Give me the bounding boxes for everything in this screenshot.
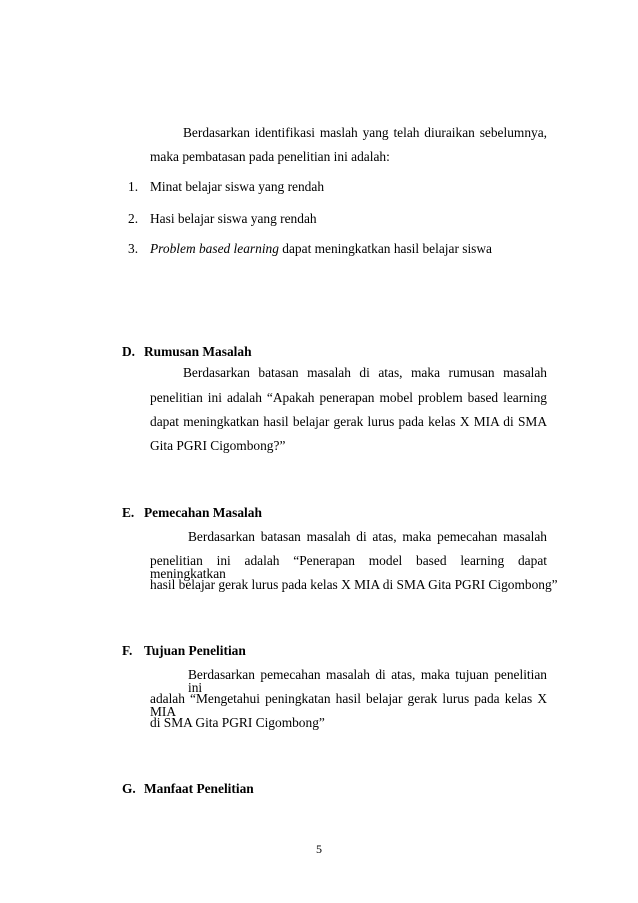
- section-f-line-1: Berdasarkan pemecahan masalah di atas, maka tujuan penelitian ini: [188, 667, 547, 696]
- section-title: Tujuan Penelitian: [144, 643, 246, 658]
- section-f-line-3: di SMA Gita PGRI Cigombong”: [150, 715, 325, 730]
- list-item-text: Hasi belajar siswa yang rendah: [150, 211, 317, 226]
- list-item: [128, 242, 492, 255]
- list-item-text: Minat belajar siswa yang rendah: [150, 179, 325, 194]
- section-title: Rumusan Masalah: [144, 344, 252, 359]
- section-d-line-3: dapat meningkatkan hasil belajar gerak lurus pada kelas X MIA di SMA: [150, 414, 547, 429]
- section-d-line-4: Gita PGRI Cigombong?”: [150, 438, 286, 453]
- section-title: Manfaat Penelitian: [144, 781, 254, 796]
- section-e-line-1: Berdasarkan batasan masalah di atas, maka pemecahan masalah: [188, 529, 547, 544]
- list-item: [128, 212, 317, 225]
- list-item-number: 1.: [128, 179, 139, 194]
- section-heading-e: [122, 506, 262, 519]
- section-heading-f: [122, 644, 246, 657]
- section-heading-d: [122, 345, 252, 358]
- section-d-line-1: Berdasarkan batasan masalah di atas, maka rumusan masalah: [183, 365, 547, 380]
- section-e-line-2: penelitian ini adalah “Penerapan model based learning dapat meningkatkan: [150, 553, 547, 582]
- list-item-number: 3.: [128, 241, 139, 256]
- section-letter: F.: [122, 643, 133, 658]
- list-item-number: 2.: [128, 211, 139, 226]
- section-heading-g: [122, 782, 254, 795]
- section-e-line-3: hasil belajar gerak lurus pada kelas X MIA di SMA Gita PGRI Cigombong”: [150, 577, 558, 592]
- intro-paragraph-line-1: Berdasarkan identifikasi maslah yang telah diuraikan sebelumnya,: [183, 125, 547, 140]
- section-letter: D.: [122, 344, 136, 359]
- page-number: 5: [316, 842, 322, 856]
- section-title: Pemecahan Masalah: [144, 505, 262, 520]
- section-d-line-2: penelitian ini adalah “Apakah penerapan mobel problem based learning: [150, 390, 547, 405]
- list-item-text: dapat meningkatkan hasil belajar siswa: [278, 241, 493, 256]
- section-letter: E.: [122, 505, 135, 520]
- section-letter: G.: [122, 781, 136, 796]
- list-item: [128, 180, 324, 193]
- section-f-line-2: adalah “Mengetahui peningkatan hasil belajar gerak lurus pada kelas X MIA: [150, 691, 547, 720]
- list-item-italic-term: Problem based learning: [150, 241, 279, 256]
- intro-paragraph-line-2: maka pembatasan pada penelitian ini adalah:: [150, 149, 390, 164]
